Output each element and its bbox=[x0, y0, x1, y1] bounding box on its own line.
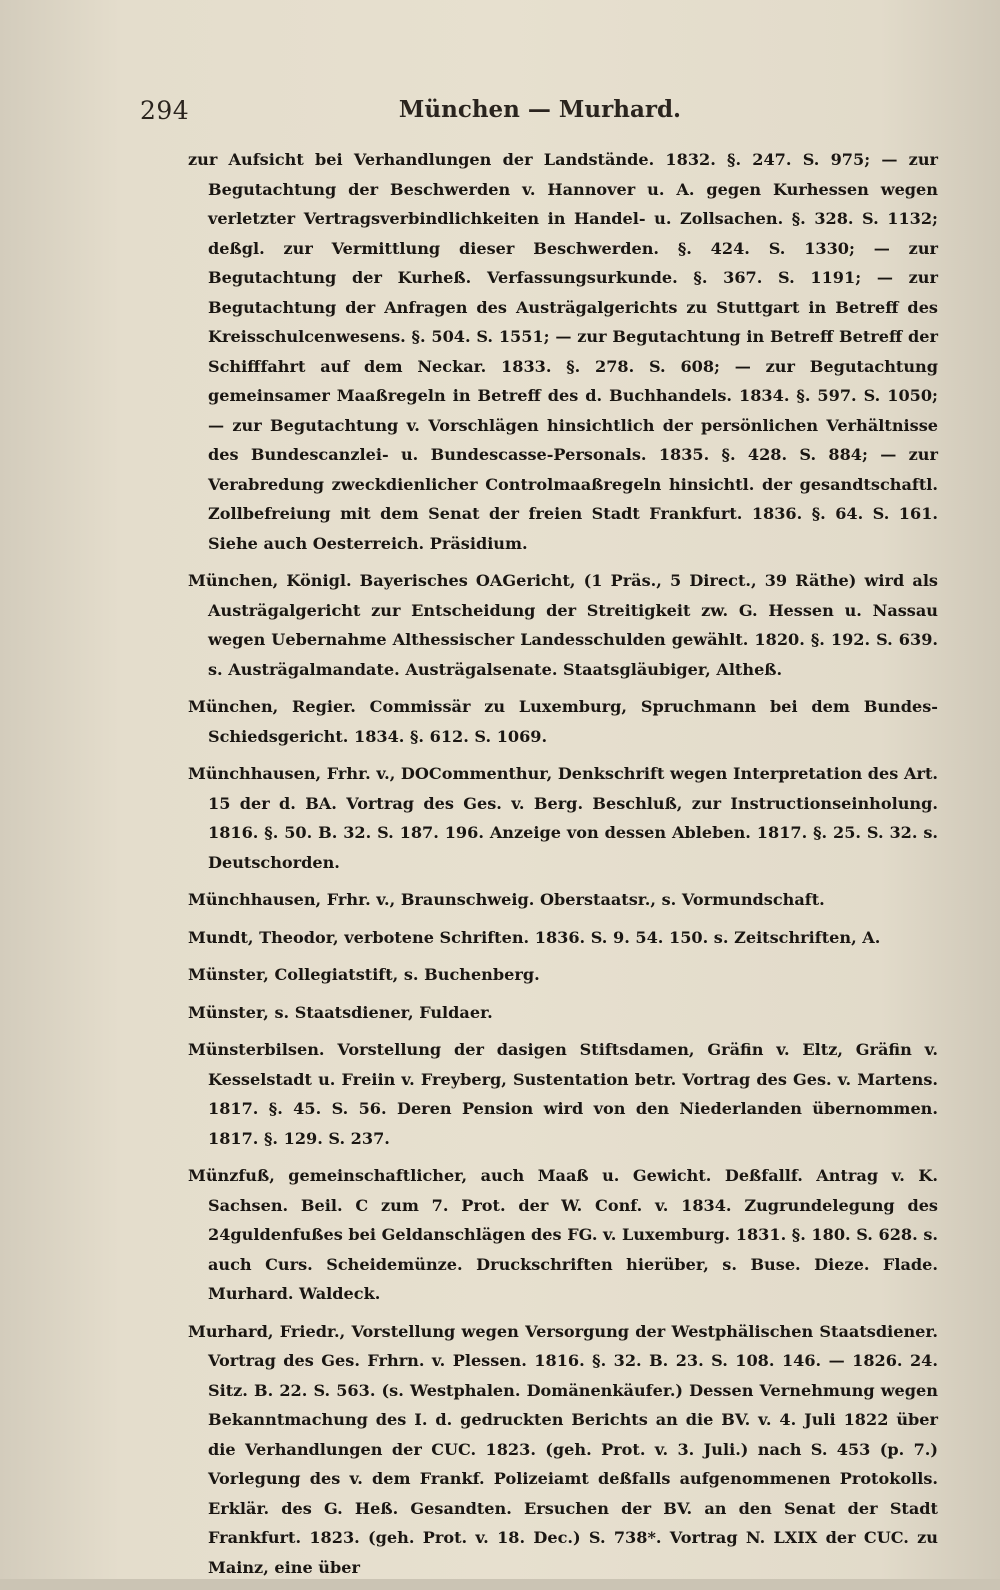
index-entry: Münster, s. Staatsdiener, Fuldaer. bbox=[188, 1002, 493, 1022]
index-entry: München, Königl. Bayerisches OAGericht, (1 Präs., 5 Direct., 39 Räthe) wird als Austrägalgericht zur Entscheidung der Streitigkeit zw. G. Hessen u. Nassau wegen Uebernahme Althessischer Landesschulden gewählt. 1820. §. 192. S. 639. s. Austrägalmandate. Austrägalsenate. Staatsgläubiger, Altheß. bbox=[188, 571, 938, 679]
page-number: 294 bbox=[140, 96, 190, 125]
index-entry: München, Regier. Commissär zu Luxemburg, Spruchmann bei dem Bundes-Schiedsgericht. 1834. §. 612. S. 1069. bbox=[188, 697, 938, 746]
running-head: München — Murhard. bbox=[398, 96, 682, 123]
index-entry: Münchhausen, Frhr. v., Braunschweig. Oberstaatsr., s. Vormundschaft. bbox=[188, 890, 825, 909]
index-entry: Münsterbilsen. Vorstellung der dasigen Stiftsdamen, Gräfin v. Eltz, Gräfin v. Kesselstadt u. Freiin v. Freyberg, Sustentation betr. Vortrag des Ges. v. Martens. 1817. §. 45. S. 56. Deren Pension wird von den Niederlanden übernommen. 1817. §. 129. S. 237. bbox=[188, 1040, 938, 1148]
index-entry: Münster, Collegiatstift, s. Buchenberg. bbox=[188, 965, 540, 984]
index-entry: Mundt, Theodor, verbotene Schriften. 1836. S. 9. 54. 150. s. Zeitschriften, A. bbox=[188, 927, 881, 947]
index-entry: Münzfuß, gemeinschaftlicher, auch Maaß u. Gewicht. Deßfallf. Antrag v. K. Sachsen. Beil. C zum 7. Prot. der W. Conf. v. 1834. Zugrundelegung des 24guldenfußes bei Geldanschlägen des FG. v. Luxemburg. 1831. §. 180. S. 628. s. auch Curs. Scheidemünze. Druckschriften hierüber, s. Buse. Dieze. Flade. Murhard. Waldeck. bbox=[188, 1166, 938, 1303]
page-header bbox=[140, 96, 940, 136]
index-body bbox=[188, 145, 938, 1590]
index-entry: zur Aufsicht bei Verhandlungen der Landstände. 1832. §. 247. S. 975; — zur Begutachtung der Beschwerden v. Hannover u. A. gegen Kurhessen wegen verletzter Vertragsverbindlichkeiten in Handel- u. Zollsachen. §. 328. S. 1132; deßgl. zur Vermittlung dieser Beschwerden. §. 424. S. 1330; — zur Begutachtung der Kurheß. Verfassungsurkunde. §. 367. S. 1191; — zur Begutachtung der Anfragen des Austrägalgerichts zu Stuttgart in Betreff des Kreisschulcenwesens. §. 504. S. 1551; — zur Begutachtung in Betreff Betreff der Schifffahrt auf dem Neckar. 1833. §. 278. S. 608; — zur Begutachtung gemeinsamer Maaßregeln in Betreff des d. Buchhandels. 1834. §. 597. S. 1050; — zur Begutachtung v. Vorschlägen hinsichtlich der persönlichen Verhältnisse des Bundescanzlei- u. Bundescasse-Personals. 1835. §. 428. S. 884; — zur Verabredung zweckdienlicher Controlmaaßregeln hinsichtl. der gesandtschaftl. Zollbefreiung mit dem Senat der freien Stadt Frankfurt. 1836. §. 64. S. 161. Siehe auch Oesterreich. Präsidium. bbox=[188, 150, 938, 553]
index-entry: Murhard, Friedr., Vorstellung wegen Versorgung der Westphälischen Staatsdiener. Vortrag des Ges. Frhrn. v. Plessen. 1816. §. 32. B. 23. S. 108. 146. — 1826. 24. Sitz. B. 22. S. 563. (s. Westphalen. Domänenkäufer.) Dessen Vernehmung wegen Bekanntmachung des I. d. gedruckten Berichts an die BV. v. 4. Juli 1822 über die Verhandlungen der CUC. 1823. (geh. Prot. v. 3. Juli.) nach S. 453 (p. 7.) Vorlegung des v. dem Frankf. Polizeiamt deßfalls aufgenommenen Protokolls. Erklär. des G. Heß. Gesandten. Ersuchen der BV. an den Senat der Stadt Frankfurt. 1823. (geh. Prot. v. 18. Dec.) S. 738*. Vortrag N. LXIX der CUC. zu Mainz, eine über bbox=[188, 1321, 938, 1577]
index-entry: Münchhausen, Frhr. v., DOCommenthur, Denkschrift wegen Interpretation des Art. 15 der d. BA. Vortrag des Ges. v. Berg. Beschluß, zur Instructionseinholung. 1816. §. 50. B. 32. S. 187. 196. Anzeige von dessen Ableben. 1817. §. 25. S. 32. s. Deutschorden. bbox=[188, 764, 938, 872]
